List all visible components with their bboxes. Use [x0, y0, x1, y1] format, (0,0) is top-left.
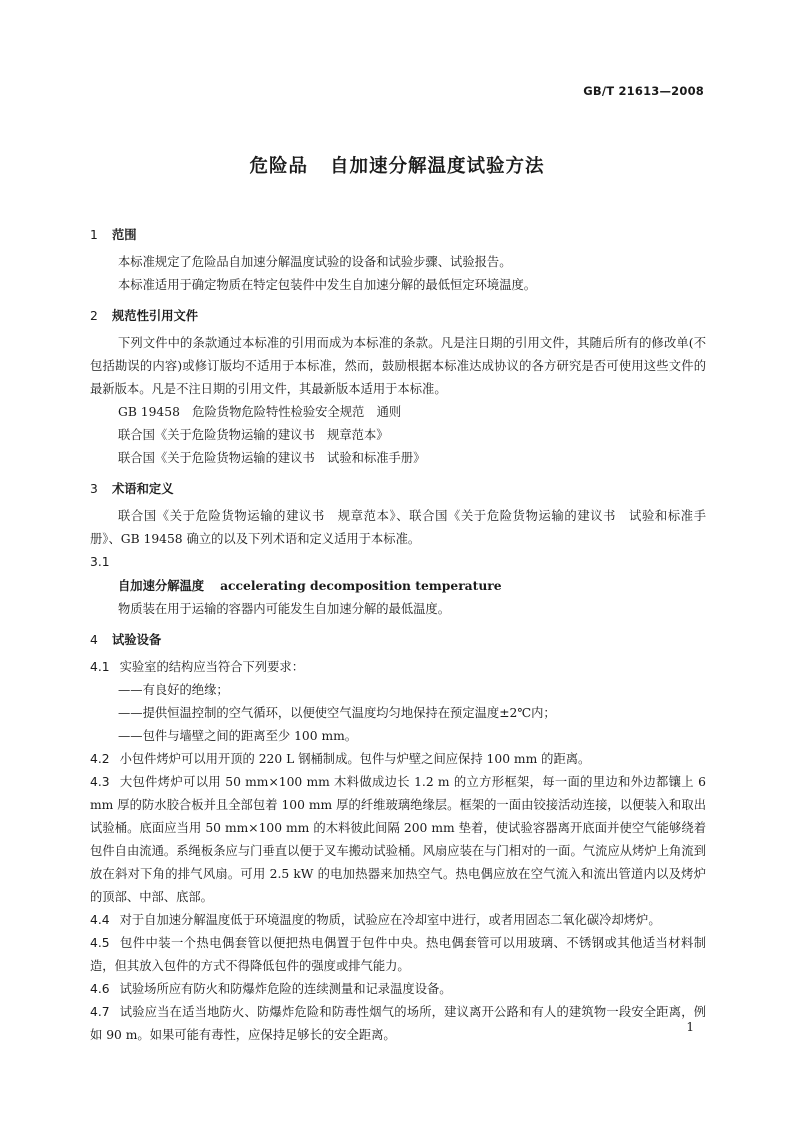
title-part-2: 自加速分解温度试验方法	[330, 156, 545, 177]
document-body	[90, 216, 706, 1047]
list-item: ——有良好的绝缘；	[118, 683, 229, 697]
clause-number: 4.7	[90, 1005, 110, 1019]
section-number: 2	[90, 309, 98, 323]
clause-text: 包件中装一个热电偶套管以便把热电偶置于包件中央。热电偶套管可以用玻璃、不锈钢或其他适当材料制造，但其放入包件的方式不得降低包件的强度或排气能力。	[90, 936, 706, 973]
clause-4-5	[90, 932, 706, 978]
list-item: ——提供恒温控制的空气循环，以便使空气温度均匀地保持在预定温度±2℃内；	[118, 706, 556, 720]
clause-4-7	[90, 1001, 706, 1047]
paragraph: 本标准规定了危险品自加速分解温度试验的设备和试验步骤、试验报告。	[118, 255, 512, 269]
clause-number: 4.2	[90, 752, 110, 766]
section-title: 术语和定义	[112, 482, 174, 496]
clause-number: 4.3	[90, 775, 110, 789]
paragraph: 本标准适用于确定物质在特定包装件中发生自加速分解的最低恒定环境温度。	[118, 278, 537, 292]
reference-item: 联合国《关于危险货物运输的建议书 规章范本》	[118, 428, 389, 442]
section-number: 4	[90, 633, 98, 647]
clause-4-1	[90, 656, 706, 679]
section-number: 1	[90, 228, 98, 242]
clause-number: 4.5	[90, 936, 110, 950]
term-number: 3.1	[90, 555, 110, 569]
section-3-heading	[90, 478, 706, 501]
clause-text: 对于自加速分解温度低于环境温度的物质，试验应在冷却室中进行，或者用固态二氧化碳冷却烤炉。	[119, 913, 661, 927]
document-title	[0, 152, 794, 178]
reference-item: 联合国《关于危险货物运输的建议书 试验和标准手册》	[118, 451, 426, 465]
page-number: 1	[686, 1020, 694, 1034]
clause-4-3	[90, 771, 706, 909]
term-entry	[90, 574, 706, 598]
paragraph: 下列文件中的条款通过本标准的引用而成为本标准的条款。凡是注日期的引用文件，其随后所有的修改单(不包括勘误的内容)或修订版均不适用于本标准，然而，鼓励根据本标准达成协议的各方研究是否可使用这些文件的最新版本。凡是不注日期的引用文件，其最新版本适用于本标准。	[90, 336, 706, 396]
section-4-heading	[90, 629, 706, 652]
clause-number: 4.1	[90, 660, 110, 674]
section-title: 试验设备	[112, 633, 162, 647]
paragraph: 联合国《关于危险货物运输的建议书 规章范本》、联合国《关于危险货物运输的建议书 试验和标准手册》、GB 19458 确立的以及下列术语和定义适用于本标准。	[90, 509, 706, 546]
section-title: 范围	[112, 228, 137, 242]
clause-text: 试验场所应有防火和防爆炸危险的连续测量和记录温度设备。	[119, 982, 452, 996]
clause-text: 大包件烤炉可以用 50 mm×100 mm 木料做成边长 1.2 m 的立方形框架，每一面的里边和外边都镶上 6 mm 厚的防水胶合板并且全部包着 100 mm 厚的纤维玻璃绝缘层。框架的一面由铰接活动连接，以便装入和取出试验桶。底面应当用 50 mm×100 mm 的木料彼此间隔 200 mm 垫着，使试验容器离开底面并使空气能够绕着包件自由流通。系绳板条应与门垂直以便于叉车搬动试验桶。风扇应装在与门相对的一面。气流应从烤炉上角流到放在斜对下角的排气风扇。可用 2.5 kW 的电加热器来加热空气。热电偶应放在空气流入和流出管道内以及烤炉的顶部、中部、底部。	[90, 775, 706, 904]
standard-code: GB/T 21613—2008	[583, 84, 704, 98]
term-english: accelerating decomposition temperature	[220, 578, 502, 593]
clause-text: 小包件烤炉可以用开顶的 220 L 钢桶制成。包件与炉壁之间应保持 100 mm 的距离。	[119, 752, 591, 766]
section-1-heading	[90, 224, 706, 247]
list-item: ——包件与墙壁之间的距离至少 100 mm。	[118, 729, 358, 743]
clause-text: 试验应当在适当地防火、防爆炸危险和防毒性烟气的场所，建议离开公路和有人的建筑物一段安全距离，例如 90 m。如果可能有毒性，应保持足够长的安全距离。	[90, 1005, 706, 1042]
reference-item: GB 19458 危险货物危险特性检验安全规范 通则	[118, 405, 402, 419]
section-title: 规范性引用文件	[112, 309, 199, 323]
section-2-heading	[90, 305, 706, 328]
clause-number: 4.6	[90, 982, 110, 996]
clause-text: 实验室的结构应当符合下列要求：	[119, 660, 305, 674]
title-part-1: 危险品	[249, 156, 308, 177]
term-chinese: 自加速分解温度	[118, 579, 205, 593]
clause-4-4	[90, 909, 706, 932]
term-definition: 物质装在用于运输的容器内可能发生自加速分解的最低温度。	[118, 602, 451, 616]
clause-number: 4.4	[90, 913, 110, 927]
clause-4-2	[90, 748, 706, 771]
section-number: 3	[90, 482, 98, 496]
clause-4-6	[90, 978, 706, 1001]
